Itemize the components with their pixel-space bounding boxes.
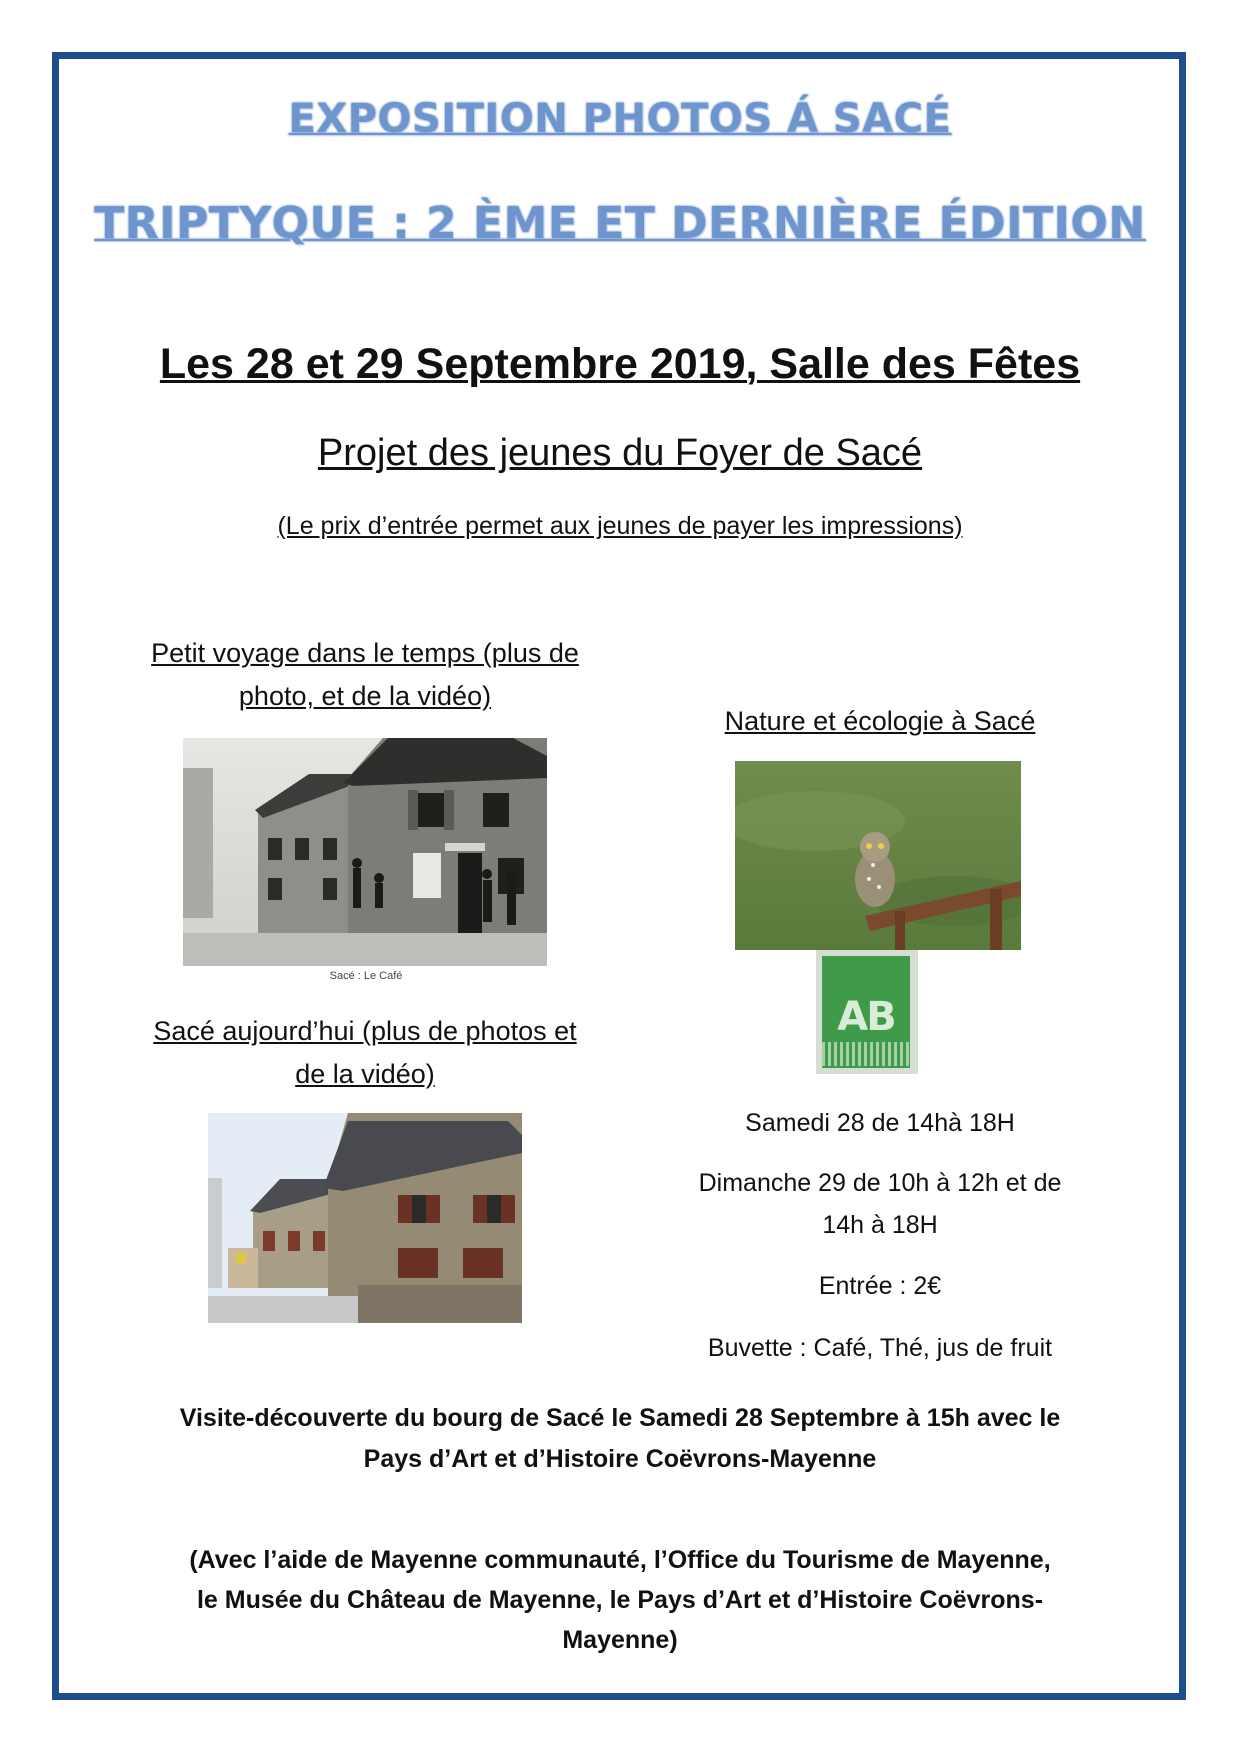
- entry-price: Entrée : 2€: [818, 1272, 942, 1300]
- old-cafe-photo: [183, 738, 547, 966]
- caption-nature: Nature et écologie à Sacé: [724, 706, 1036, 736]
- visit-line2: Pays d’Art et d’Histoire Coëvrons-Mayenne: [363, 1445, 877, 1473]
- old-cafe-illustration: [183, 738, 547, 966]
- schedule-sunday: [660, 1162, 1100, 1246]
- schedule-saturday: Samedi 28 de 14hà 18H: [745, 1109, 1015, 1137]
- old-photo-caption: Sacé : Le Café: [329, 970, 403, 982]
- ab-logo: [816, 950, 918, 1074]
- buvette: Buvette : Café, Thé, jus de fruit: [707, 1334, 1053, 1362]
- caption-today-photo: [130, 1010, 600, 1096]
- schedule-sunday-line1: Dimanche 29 de 10h à 12h et de: [698, 1169, 1062, 1197]
- caption-today-photo-line2: de la vidéo): [295, 1059, 435, 1089]
- project-subtitle: Projet des jeunes du Foyer de Sacé: [317, 432, 923, 474]
- credits-line2: le Musée du Château de Mayenne, le Pays d’Art et d’Histoire Coëvrons-: [196, 1586, 1044, 1614]
- credits-line1: (Avec l’aide de Mayenne communauté, l’Office du Tourisme de Mayenne,: [189, 1546, 1051, 1574]
- title-line-2: TRIPTYQUE : 2 ÈME ET DERNIÈRE ÉDITION: [94, 198, 1146, 249]
- owl-illustration: [735, 761, 1021, 950]
- caption-today-photo-line1: Sacé aujourd’hui (plus de photos et: [153, 1016, 577, 1046]
- credits-line3: Mayenne): [562, 1626, 678, 1654]
- ab-logo-stripes: [822, 1042, 910, 1066]
- caption-old-photo: [130, 632, 600, 718]
- owl-photo: [735, 761, 1021, 950]
- credits: [0, 1540, 1240, 1660]
- visit-announcement: [0, 1398, 1240, 1480]
- caption-old-photo-line1: Petit voyage dans le temps (plus de: [151, 638, 579, 668]
- caption-old-photo-line2: photo, et de la vidéo): [238, 681, 492, 711]
- visit-line1: Visite-découverte du bourg de Sacé le Samedi 28 Septembre à 15h avec le: [179, 1404, 1061, 1432]
- price-note: (Le prix d’entrée permet aux jeunes de payer les impressions): [277, 512, 963, 540]
- ab-logo-text: AB: [837, 994, 895, 1040]
- schedule-sunday-line2: 14h à 18H: [822, 1211, 938, 1239]
- today-house-illustration: [208, 1113, 522, 1323]
- today-house-photo: [208, 1113, 522, 1323]
- event-date: Les 28 et 29 Septembre 2019, Salle des Fêtes: [159, 340, 1081, 388]
- title-line-1: EXPOSITION PHOTOS Á SACÉ: [288, 96, 952, 142]
